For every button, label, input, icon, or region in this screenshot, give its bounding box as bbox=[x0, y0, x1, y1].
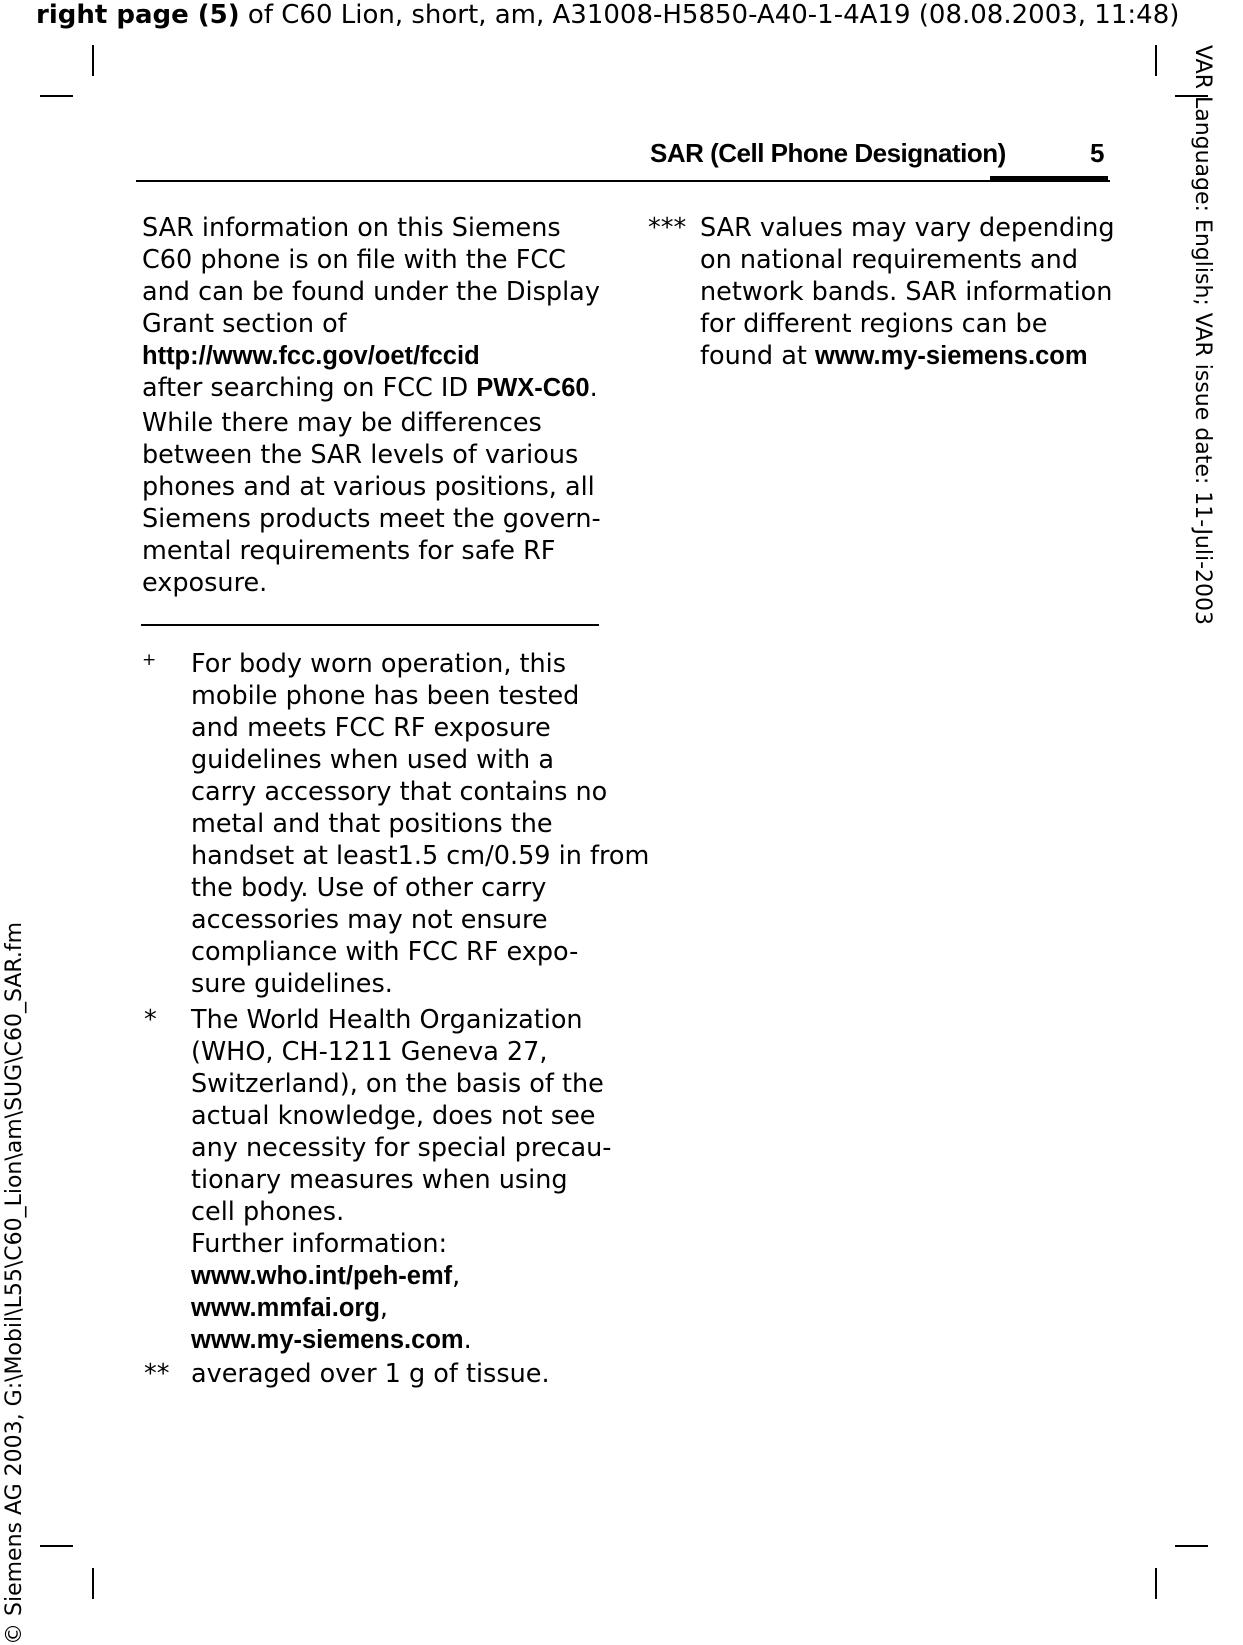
var-language-info: VAR Language: English; VAR issue date: 11-Juli-2003 bbox=[1190, 45, 1215, 626]
text-line: Siemens products meet the govern- bbox=[142, 504, 601, 534]
text-line: carry accessory that contains no bbox=[191, 777, 608, 807]
punctuation: , bbox=[452, 1261, 461, 1291]
crop-mark-bottom-right-vertical bbox=[1155, 1568, 1157, 1599]
crop-mark-top-right-vertical bbox=[1155, 45, 1157, 76]
text-line: metal and that positions the bbox=[191, 809, 553, 839]
text-line: actual knowledge, does not see bbox=[191, 1101, 596, 1131]
siemens-link[interactable]: www.my-siemens.com bbox=[191, 1326, 464, 1354]
sar-info-paragraph bbox=[142, 212, 617, 404]
crop-mark-bottom-left-horizontal bbox=[40, 1545, 73, 1547]
text-line: between the SAR levels of various bbox=[142, 440, 579, 470]
text-line: SAR information on this Siemens bbox=[142, 213, 561, 243]
text-line: Grant section of bbox=[142, 309, 347, 339]
text-line: after searching on FCC ID bbox=[142, 373, 477, 403]
print-info-details: of C60 Lion, short, am, A31008-H5850-A40-1-4A19 (08.08.2003, 11:48) bbox=[239, 0, 1180, 30]
siemens-regions-link[interactable]: www.my-siemens.com bbox=[814, 342, 1088, 370]
print-info bbox=[36, 0, 1179, 30]
sar-differences-paragraph bbox=[142, 407, 617, 599]
text-line: sure guidelines. bbox=[191, 969, 393, 999]
footnote-text bbox=[191, 648, 649, 1000]
text-line: Switzerland), on the basis of the bbox=[191, 1069, 604, 1099]
footnote-separator bbox=[141, 624, 599, 626]
header-tab-marker bbox=[990, 176, 1108, 182]
text-line: and meets FCC RF exposure bbox=[191, 713, 551, 743]
punctuation: . bbox=[463, 1325, 472, 1355]
header-rule bbox=[136, 180, 1110, 182]
punctuation: , bbox=[379, 1293, 389, 1323]
text-line: C60 phone is on file with the FCC bbox=[142, 245, 566, 275]
text-line: network bands. SAR information bbox=[700, 277, 1113, 307]
left-column bbox=[142, 212, 617, 599]
text-line: accessories may not ensure bbox=[191, 905, 548, 935]
text-line: handset at least1.5 cm/0.59 in from bbox=[191, 841, 650, 871]
text-line: phones and at various positions, all bbox=[142, 472, 595, 502]
fcc-url-link[interactable]: http://www.fcc.gov/oet/fccid bbox=[142, 342, 480, 370]
text-line: cell phones. bbox=[191, 1197, 345, 1227]
crop-mark-top-left-horizontal bbox=[40, 95, 73, 97]
text-line: The World Health Organization bbox=[191, 1005, 583, 1035]
text-line: the body. Use of other carry bbox=[191, 873, 547, 903]
mmfai-link[interactable]: www.mmfai.org bbox=[191, 1294, 380, 1322]
copyright-filepath: © Siemens AG 2003, G:\Mobil\L55\C60_Lion\am\SUG\C60_SAR.fm bbox=[2, 921, 27, 1645]
text-line: While there may be differences bbox=[142, 408, 542, 438]
fcc-id: PWX-C60 bbox=[476, 374, 590, 402]
text-line: any necessity for special precau- bbox=[191, 1133, 612, 1163]
crop-mark-top-left-vertical bbox=[92, 45, 94, 76]
text-line: on national requirements and bbox=[700, 245, 1079, 275]
text-line: Further information: bbox=[191, 1229, 448, 1259]
page-number: 5 bbox=[1090, 138, 1105, 168]
text-line: exposure. bbox=[142, 568, 268, 598]
text-line: mental requirements for safe RF bbox=[142, 536, 556, 566]
text-line: For body worn operation, this bbox=[191, 649, 567, 679]
text-line: for different regions can be bbox=[700, 309, 1048, 339]
text-line: tionary measures when using bbox=[191, 1165, 568, 1195]
text-line: found at bbox=[700, 341, 815, 371]
crop-mark-bottom-left-vertical bbox=[92, 1568, 94, 1599]
footnote-text bbox=[191, 1004, 611, 1356]
text-line: guidelines when used with a bbox=[191, 745, 554, 775]
footnote-marker: ** bbox=[144, 1359, 170, 1389]
footnote-text bbox=[191, 1358, 550, 1390]
text-line: SAR values may vary depending bbox=[700, 213, 1115, 243]
print-info-label: right page (5) bbox=[36, 0, 240, 30]
footnote-marker: *** bbox=[648, 213, 687, 243]
text-line: mobile phone has been tested bbox=[191, 681, 580, 711]
crop-mark-bottom-right-horizontal bbox=[1175, 1545, 1208, 1547]
text-line: (WHO, CH-1211 Geneva 27, bbox=[191, 1037, 548, 1067]
page-header-title: SAR (Cell Phone Designation) bbox=[650, 138, 1006, 168]
footnote-marker: * bbox=[144, 1005, 157, 1035]
text-line: averaged over 1 g of tissue. bbox=[191, 1359, 550, 1389]
text-line: compliance with FCC RF expo- bbox=[191, 937, 579, 967]
punctuation: . bbox=[589, 373, 598, 403]
footnote-marker: + bbox=[142, 650, 157, 670]
footnote-text bbox=[700, 212, 1115, 372]
text-line: and can be found under the Display bbox=[142, 277, 600, 307]
who-link[interactable]: www.who.int/peh-emf bbox=[191, 1262, 453, 1290]
